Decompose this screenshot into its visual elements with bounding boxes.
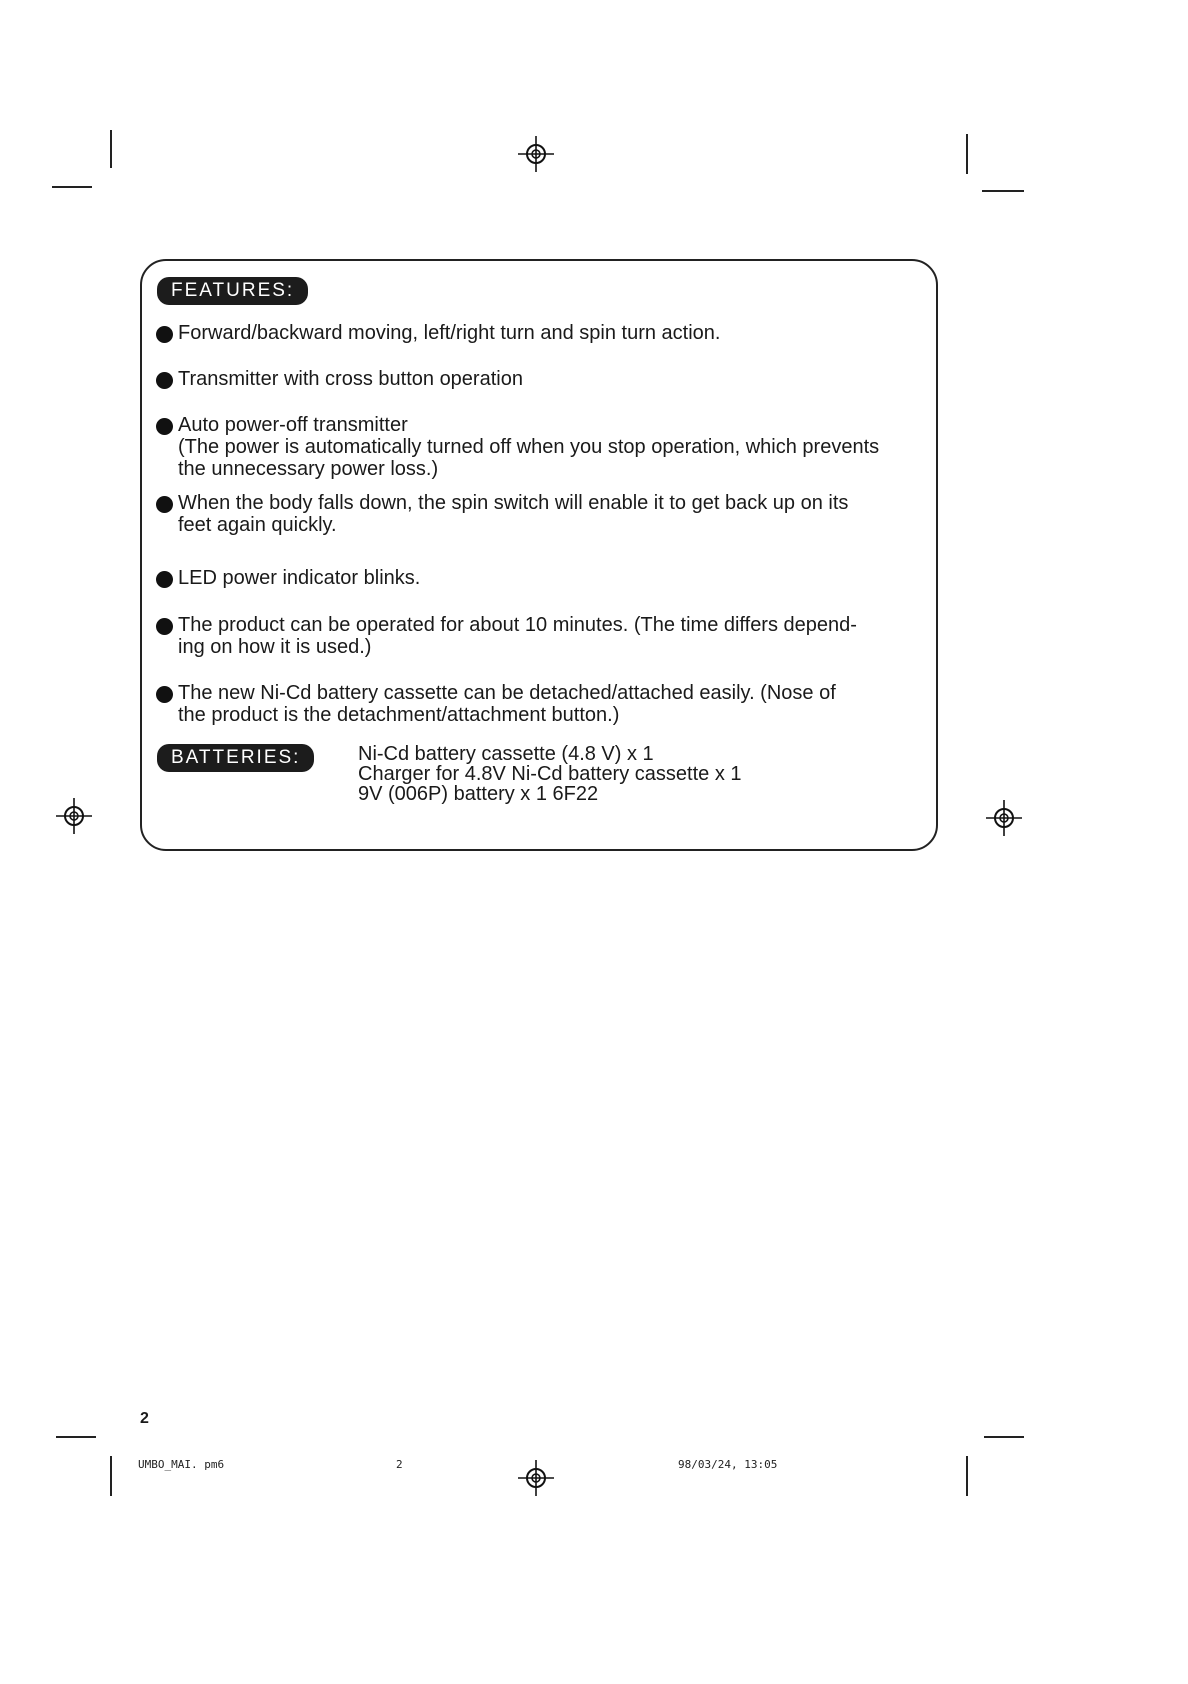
registration-mark-bottom-icon bbox=[518, 1460, 554, 1496]
bullet-icon bbox=[156, 326, 173, 343]
footer-date: 98/03/24, 13:05 bbox=[678, 1458, 778, 1471]
bullet-icon bbox=[156, 496, 173, 513]
battery-item: 9V (006P) battery x 1 6F22 bbox=[358, 783, 599, 805]
page-number: 2 bbox=[140, 1410, 149, 1427]
registration-mark-top-icon bbox=[518, 136, 554, 172]
battery-list bbox=[358, 744, 742, 804]
battery-item: Ni-Cd battery cassette (4.8 V) x 1 bbox=[358, 743, 654, 765]
batteries-heading: BATTERIES: bbox=[157, 744, 314, 772]
crop-mark-top-left-horizontal bbox=[52, 186, 92, 188]
crop-mark-bottom-right-vertical bbox=[966, 1456, 968, 1496]
bullet-icon bbox=[156, 686, 173, 703]
crop-mark-bottom-left-horizontal bbox=[56, 1436, 96, 1438]
footer-file-name: UMBO_MAI. pm6 bbox=[138, 1458, 225, 1471]
bullet-icon bbox=[156, 618, 173, 635]
crop-mark-top-right-vertical bbox=[966, 134, 968, 174]
crop-mark-top-right-horizontal bbox=[982, 190, 1024, 192]
bullet-icon bbox=[156, 571, 173, 588]
battery-item: Charger for 4.8V Ni-Cd battery cassette x 1 bbox=[358, 763, 742, 785]
crop-mark-bottom-right-horizontal bbox=[984, 1436, 1024, 1438]
features-heading: FEATURES: bbox=[157, 277, 308, 305]
registration-mark-right-icon bbox=[986, 800, 1022, 836]
crop-mark-top-left-vertical bbox=[110, 130, 112, 168]
registration-mark-left-icon bbox=[56, 798, 92, 834]
bullet-icon bbox=[156, 418, 173, 435]
bullet-icon bbox=[156, 372, 173, 389]
footer-page: 2 bbox=[396, 1458, 403, 1471]
crop-mark-bottom-left-vertical bbox=[110, 1456, 112, 1496]
